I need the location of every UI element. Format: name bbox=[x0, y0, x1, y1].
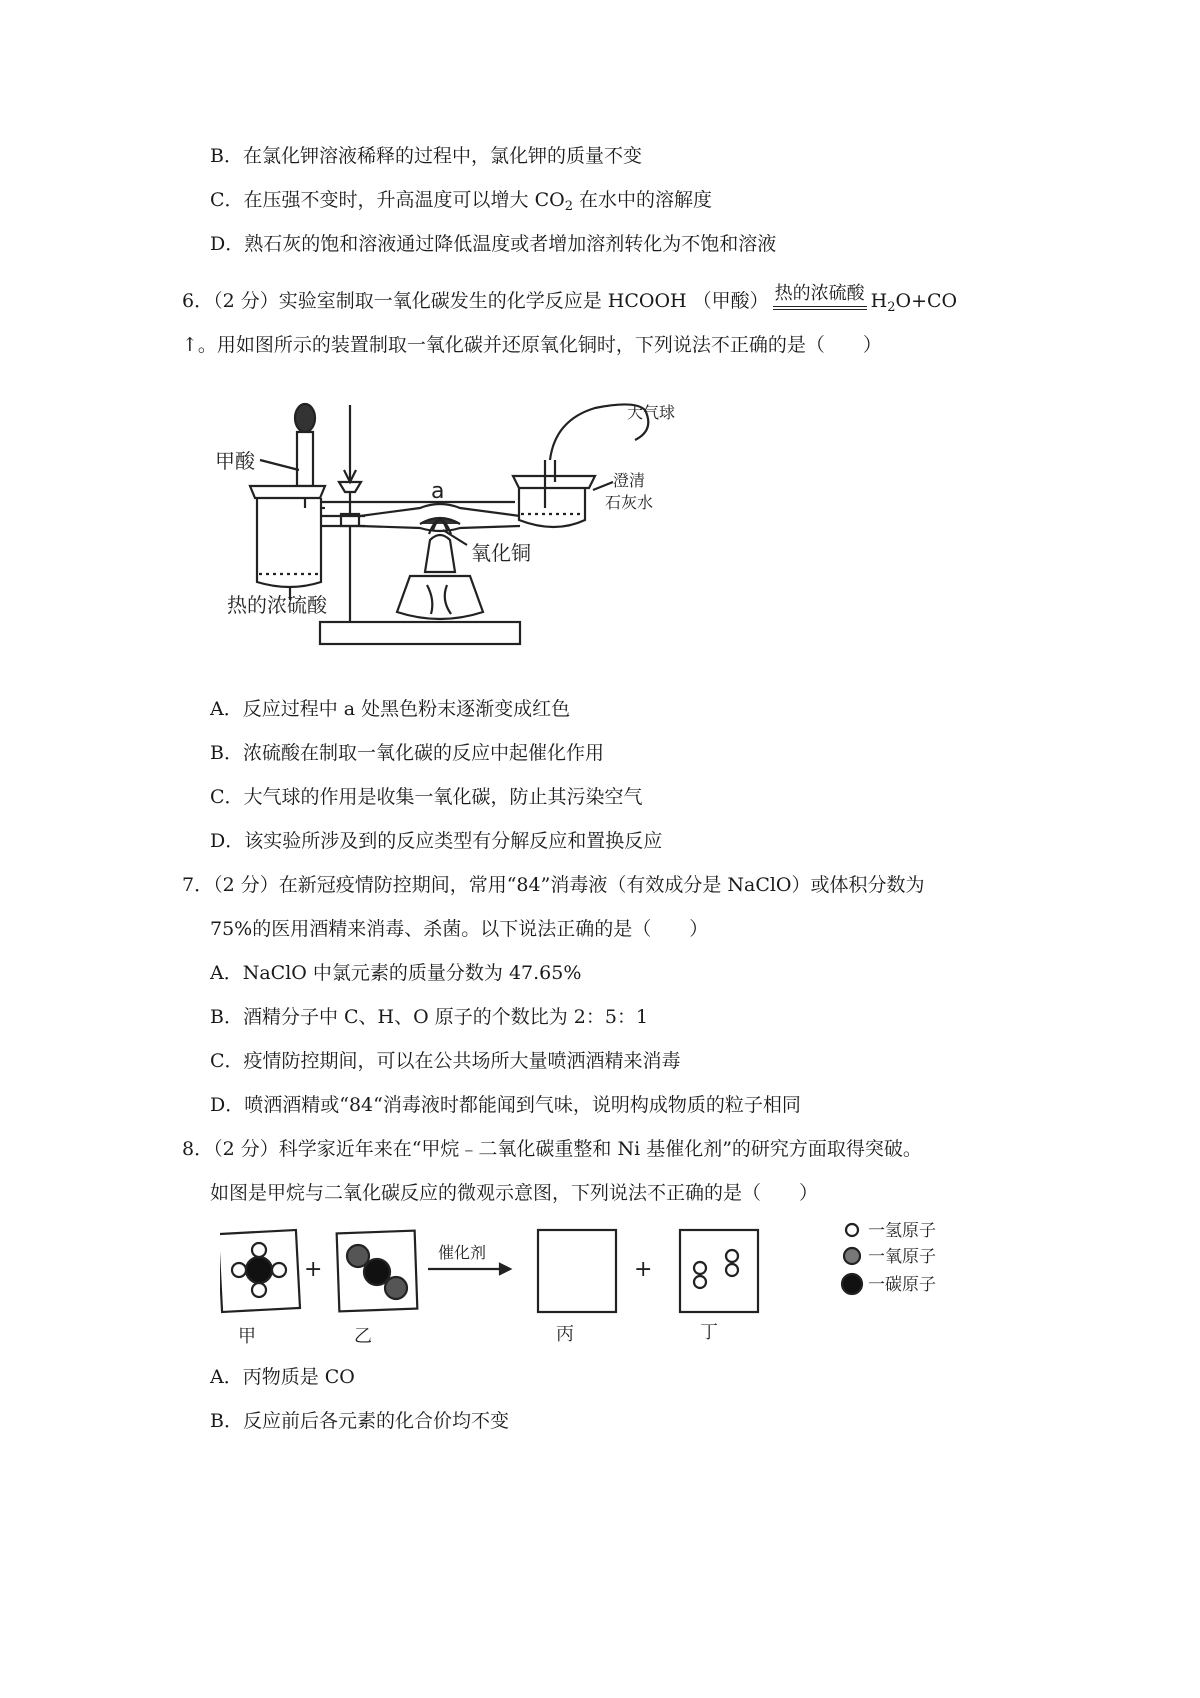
label-ding: 丁 bbox=[700, 1322, 718, 1343]
q7-stem-line1: 7．（2 分）在新冠疫情防控期间，常用“84”消毒液（有效成分是 NaClO）或体积分数为 bbox=[182, 874, 925, 896]
q8-option-b: B．反应前后各元素的化合价均不变 bbox=[210, 1410, 509, 1432]
q5-option-d: D．熟石灰的饱和溶液通过降低温度或者增加溶剂转化为不饱和溶液 bbox=[210, 233, 777, 255]
q5-option-c-text: C．在压强不变时，升高温度可以增大 CO bbox=[210, 189, 565, 211]
q7-option-c: C．疫情防控期间，可以在公共场所大量喷洒酒精来消毒 bbox=[210, 1050, 681, 1072]
reaction-condition bbox=[773, 283, 867, 310]
legend-carbon-label: 一碳原子 bbox=[868, 1275, 936, 1295]
q5-option-c bbox=[210, 187, 712, 213]
label-yi: 乙 bbox=[354, 1326, 372, 1347]
box-bing bbox=[538, 1230, 616, 1312]
methane-carbon bbox=[246, 1257, 272, 1283]
q6-stem-text: 6．（2 分）实验室制取一氧化碳发生的化学反应是 HCOOH （甲酸） bbox=[182, 290, 769, 312]
alcohol-lamp bbox=[397, 576, 483, 619]
label-jia: 甲 bbox=[238, 1326, 256, 1347]
label-limewater-1: 澄清 bbox=[613, 471, 646, 490]
left-flask-stopper bbox=[250, 486, 325, 498]
methane-co2-micro-diagram bbox=[220, 1222, 1060, 1352]
q6-option-b: B．浓硫酸在制取一氧化碳的反应中起催化作用 bbox=[210, 742, 604, 764]
q7-option-a: A．NaClO 中氯元素的质量分数为 47.65% bbox=[210, 962, 582, 984]
q8-option-a: A．丙物质是 CO bbox=[210, 1366, 355, 1388]
label-balloon: 大气球 bbox=[627, 403, 676, 422]
plus-sign-1: + bbox=[304, 1257, 323, 1282]
q6-product-h: H bbox=[870, 290, 888, 312]
label-hot-sulfuric-acid: 热的浓硫酸 bbox=[227, 593, 327, 617]
q8-stem-line2: 如图是甲烷与二氧化碳反应的微观示意图，下列说法不正确的是（ ） bbox=[210, 1182, 819, 1204]
alcohol-lamp-neck bbox=[425, 535, 455, 572]
q6-option-a: A．反应过程中 a 处黑色粉末逐渐变成红色 bbox=[210, 698, 571, 720]
iron-stand-base bbox=[320, 622, 520, 644]
q6-product-rest: O+CO bbox=[895, 290, 958, 312]
legend-oxygen-atom bbox=[844, 1248, 860, 1264]
legend-carbon-atom bbox=[842, 1274, 862, 1294]
label-formic-acid: 甲酸 bbox=[215, 449, 255, 473]
q5-option-b: B．在氯化钾溶液稀释的过程中，氯化钾的质量不变 bbox=[210, 145, 642, 167]
q8-stem-line1: 8．（2 分）科学家近年来在“甲烷﹣二氧化碳重整和 Ni 基催化剂”的研究方面取得突破。 bbox=[182, 1138, 922, 1160]
right-flask bbox=[519, 488, 585, 527]
q6-option-d: D．该实验所涉及到的反应类型有分解反应和置换反应 bbox=[210, 830, 663, 852]
reaction-arrow-bar bbox=[773, 306, 867, 310]
label-bing: 丙 bbox=[556, 1324, 574, 1345]
q5-option-c-text-end: 在水中的溶解度 bbox=[572, 189, 713, 211]
glass-tube bbox=[360, 504, 520, 516]
methane-hydrogen bbox=[252, 1243, 266, 1257]
label-copper-oxide: 氧化铜 bbox=[471, 541, 531, 565]
catalyst-label: 催化剂 bbox=[438, 1243, 487, 1262]
label-a: a bbox=[431, 479, 445, 504]
legend-hydrogen-atom bbox=[846, 1224, 858, 1236]
q7-stem-line2: 75%的医用酒精来消毒、杀菌。以下说法正确的是（ ） bbox=[210, 918, 709, 940]
reaction-condition-text: 热的浓硫酸 bbox=[774, 283, 865, 304]
q5-option-c-subscript: 2 bbox=[564, 199, 573, 214]
q6-product-subscript: 2 bbox=[887, 300, 896, 315]
box-ding bbox=[680, 1230, 758, 1312]
plus-sign-2: + bbox=[634, 1257, 653, 1282]
dropper-bulb bbox=[295, 404, 315, 432]
co-apparatus-figure bbox=[215, 390, 735, 660]
h2-atom bbox=[694, 1262, 706, 1274]
q6-option-c: C．大气球的作用是收集一氧化碳，防止其污染空气 bbox=[210, 786, 643, 808]
q7-option-b: B．酒精分子中 C、H、O 原子的个数比为 2：5：1 bbox=[210, 1006, 649, 1028]
legend-hydrogen-label: 一氢原子 bbox=[868, 1222, 936, 1241]
legend-oxygen-label: 一氧原子 bbox=[868, 1247, 936, 1267]
label-limewater-2: 石灰水 bbox=[605, 493, 654, 512]
q6-stem-line2: ↑。用如图所示的装置制取一氧化碳并还原氧化铜时，下列说法不正确的是（ ） bbox=[182, 334, 882, 356]
q7-option-d: D．喷洒酒精或“84“消毒液时都能闻到气味，说明构成物质的粒子相同 bbox=[210, 1094, 801, 1116]
q6-stem-line1 bbox=[182, 283, 958, 315]
